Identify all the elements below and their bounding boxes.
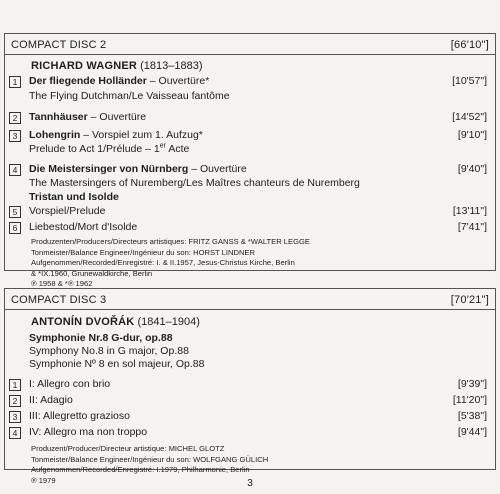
credit-line: Aufgenommen/Recorded/Enregistré: I.1979, Philharmonie, Berlin: [31, 465, 250, 474]
track-time: [9'10"]: [457, 129, 487, 141]
track-alt-title: Prelude to Act 1/Prélude – 1er Acte: [29, 142, 190, 155]
disc2-title: COMPACT DISC 2: [11, 39, 107, 51]
track-alt-title: The Flying Dutchman/Le Vaisseau fantôme: [29, 90, 230, 102]
track-title: II: Adagio: [29, 394, 73, 406]
track-number: 6: [9, 222, 21, 234]
track-subtitle: – Ouvertüre: [87, 111, 147, 123]
track-time: [7'41"]: [457, 221, 487, 233]
track-time: [14'52"]: [452, 111, 487, 123]
track-title: Lohengrin: [29, 129, 81, 141]
track-number: 4: [9, 427, 21, 439]
track-time: [11'20"]: [452, 394, 487, 406]
track-number: 1: [9, 379, 21, 391]
track-subtitle: – Ouvertüre*: [146, 75, 210, 87]
credit-line: & *IX.1960, Grunewaldkirche, Berlin: [31, 268, 153, 278]
track-number: 3: [9, 411, 21, 423]
track-title: Liebestod/Mort d'Isolde: [29, 221, 138, 233]
disc3-composer: ANTONÍN DVOŘÁK (1841–1904): [31, 316, 200, 328]
disc2-tracklist: [4, 55, 496, 288]
work-alt-title: Symphony No.8 in G major, Op.88: [29, 345, 189, 357]
credit-line: Produzenten/Producers/Directeurs artistiques: FRITZ GANSS & *WALTER LEGGE: [31, 237, 310, 246]
track-number: 1: [9, 76, 21, 88]
work-title: Symphonie Nr.8 G-dur, op.88: [29, 332, 173, 344]
disc3-composer-dates: (1841–1904): [137, 316, 200, 328]
track-time: [10'57"]: [452, 75, 487, 87]
track-time: [9'40"]: [457, 163, 487, 175]
track-number: 2: [9, 112, 21, 124]
disc3-title: COMPACT DISC 3: [11, 294, 107, 306]
credit-line: Tonmeister/Balance Engineer/Ingénieur du son: WOLFGANG GÜLICH: [31, 454, 269, 464]
disc2-composer: RICHARD WAGNER (1813–1883): [31, 60, 203, 72]
track-title: III: Allegretto grazioso: [29, 410, 130, 422]
disc3-tracklist: [4, 310, 496, 485]
work-alt-title: Symphonie Nº 8 en sol majeur, Op.88: [29, 358, 205, 370]
page-number: 3: [247, 478, 253, 489]
track-subtitle: – Ouvertüre: [188, 163, 247, 175]
disc2-composer-dates: (1813–1883): [140, 60, 203, 72]
work-group-title: Tristan und Isolde: [29, 191, 119, 203]
track-title: Tannhäuser: [29, 111, 88, 123]
track-time: [13'11"]: [452, 205, 487, 217]
credit-line: ℗ 1979: [31, 475, 56, 485]
track-subtitle: – Vorspiel zum 1. Aufzug*: [80, 129, 203, 141]
credit-line: Produzent/Producer/Directeur artistique: MICHEL GLOTZ: [31, 444, 225, 453]
track-time: [5'38"]: [457, 410, 487, 422]
track-time: [9'39"]: [457, 378, 487, 390]
disc2-total-time: [66'10"]: [450, 39, 489, 51]
track-title: Vorspiel/Prelude: [29, 205, 106, 217]
track-number: 3: [9, 130, 21, 142]
track-number: 5: [9, 206, 21, 218]
disc3-total-time: [70'21"]: [450, 294, 489, 306]
credit-line: Tonmeister/Balance Engineer/Ingénieur du son: HORST LINDNER: [31, 247, 255, 257]
track-number: 4: [9, 164, 21, 176]
disc2-header: [4, 33, 496, 55]
disc2-credits: [31, 237, 310, 290]
track-title: I: Allegro con brio: [29, 378, 111, 390]
track-title: Der fliegende Holländer: [29, 75, 147, 87]
disc3-header: [4, 288, 496, 310]
track-time: [9'44"]: [457, 426, 487, 438]
credit-line: Aufgenommen/Recorded/Enregistré: I. & II.1957, Jesus-Christus Kirche, Berlin: [31, 258, 295, 267]
track-title: IV: Allegro ma non troppo: [29, 426, 148, 438]
track-alt-title: The Mastersingers of Nuremberg/Les Maîtres chanteurs de Nuremberg: [29, 177, 360, 189]
track-number: 2: [9, 395, 21, 407]
credit-line: ℗ 1958 & *℗ 1962: [31, 279, 93, 288]
track-title: Die Meistersinger von Nürnberg: [29, 163, 189, 175]
